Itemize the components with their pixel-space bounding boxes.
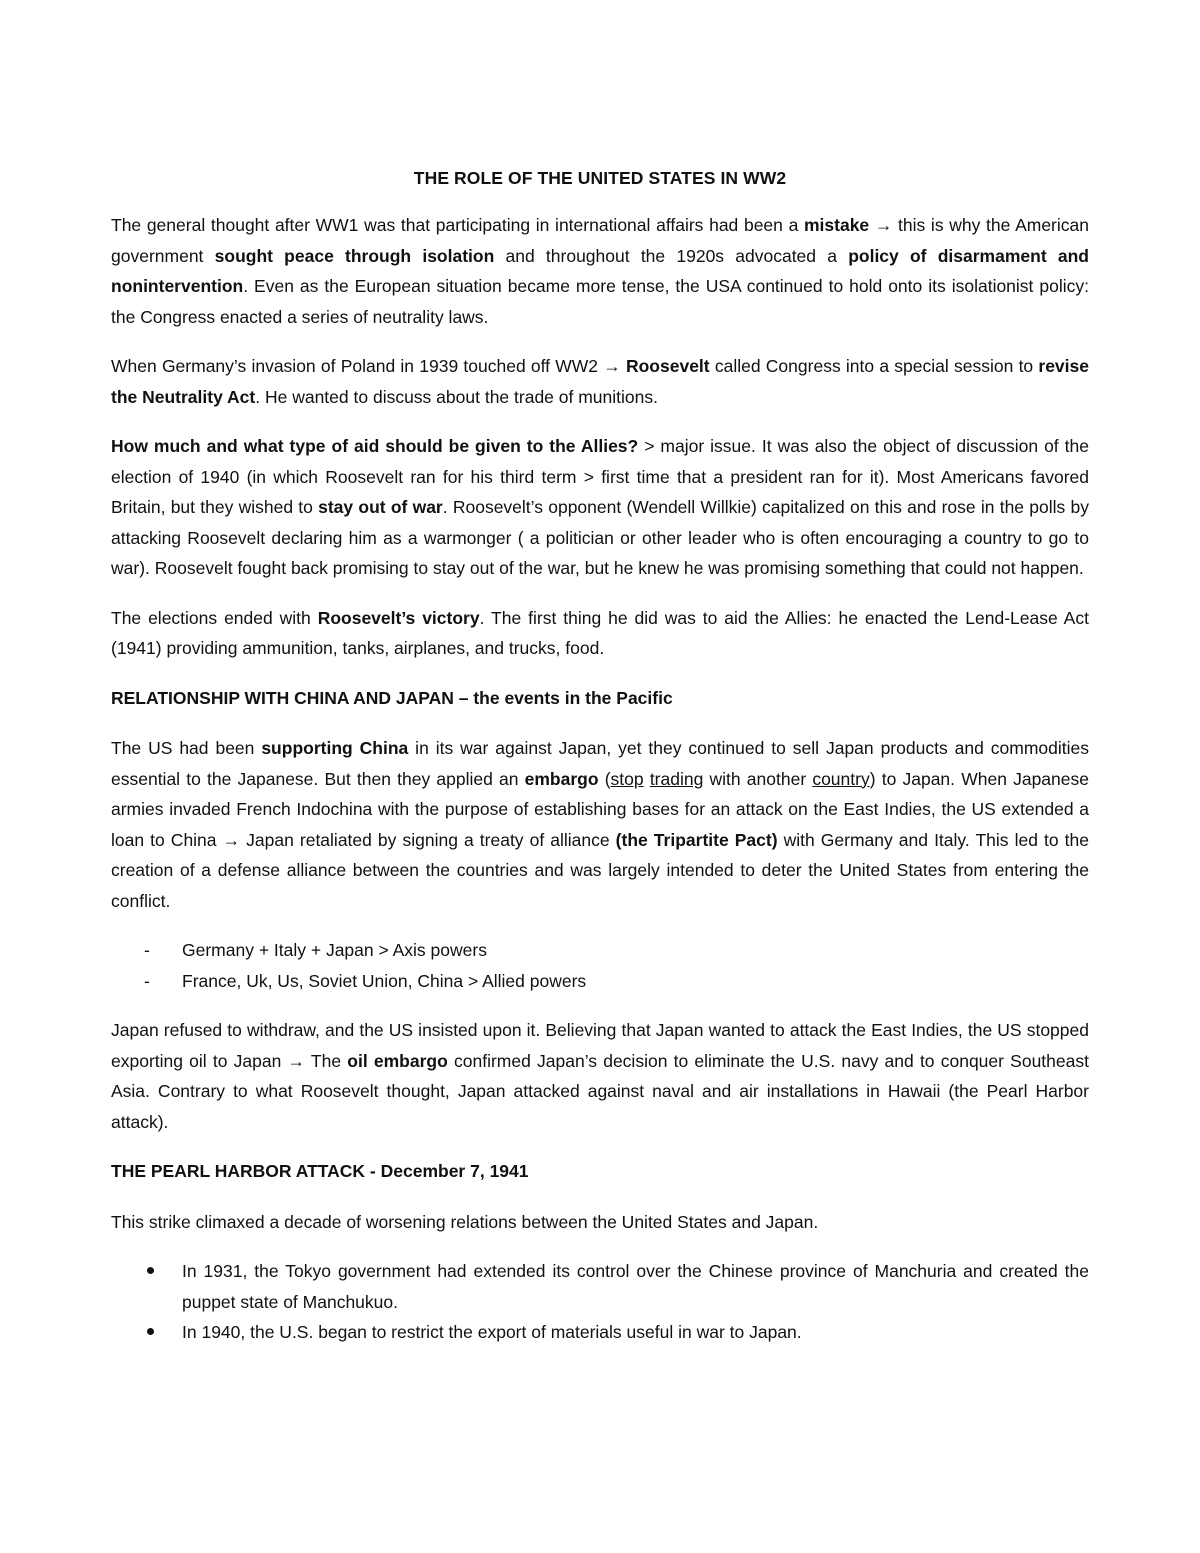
- list-item-text: Germany + Italy + Japan > Axis powers: [182, 940, 487, 960]
- text-run: . He wanted to discuss about the trade of munitions.: [255, 386, 658, 407]
- page-title: THE ROLE OF THE UNITED STATES IN WW2: [413, 168, 787, 188]
- bold-run: stay out of war: [318, 497, 443, 517]
- paragraph-strike-climaxed: This strike climaxed a decade of worsening relations between the United States and Japan.: [111, 1211, 819, 1232]
- bold-run: Roosevelt’s victory: [317, 607, 480, 628]
- bold-run: embargo: [524, 768, 599, 789]
- list-item: [111, 1256, 1089, 1317]
- paragraph-isolation: [111, 210, 1089, 332]
- text-run: When Germany’s invasion of Poland in 1939 touched off WW2 →: [111, 356, 626, 376]
- bold-run: oil embargo: [347, 1050, 448, 1071]
- bold-run: mistake: [803, 215, 870, 235]
- document-body: [111, 160, 1089, 1367]
- text-run: and throughout the 1920s advocated a: [494, 245, 849, 266]
- paragraph-aid-allies: [111, 431, 1089, 584]
- paragraph-election-result: [111, 603, 1089, 664]
- paragraph-oil-embargo: [111, 1015, 1089, 1137]
- list-item: [111, 966, 1089, 997]
- text-run: with another: [703, 768, 813, 789]
- bold-run: (the Tripartite Pact): [615, 829, 778, 850]
- bold-run: sought peace through isolation: [214, 245, 495, 266]
- paragraph-neutrality-act: [111, 351, 1089, 412]
- dash-list-alliances: [111, 935, 1089, 996]
- text-run: ) to Japan. When Japanese armies invaded French Indochina with the purpose of establishing bases for an attack on the East Indies, the US extended a loan to China → Japan retaliated by signing a treaty of alliance: [111, 768, 1089, 850]
- section-heading-china-japan: RELATIONSHIP WITH CHINA AND JAPAN – the events in the Pacific: [111, 687, 673, 708]
- list-item-text: In 1940, the U.S. began to restrict the export of materials useful in war to Japan.: [182, 1322, 802, 1342]
- dash-marker: -: [144, 940, 150, 960]
- text-run: The elections ended with: [111, 607, 318, 628]
- bullet-icon: [146, 1327, 155, 1336]
- section-heading-pearl-harbor: THE PEARL HARBOR ATTACK - December 7, 1941: [111, 1161, 529, 1181]
- text-run: The general thought after WW1 was that participating in international affairs had been a: [111, 215, 804, 235]
- bullet-list-relations: [111, 1256, 1089, 1348]
- text-run: (: [598, 768, 611, 789]
- bold-run: policy of disarmament and nonintervention: [111, 245, 1089, 296]
- text-run: . The first thing he did was to aid the Allies: he enacted the Lend-Lease Act (1941) providing ammunition, tanks, airplanes, and trucks, food.: [111, 607, 1089, 658]
- paragraph-china-japan: [111, 733, 1089, 916]
- text-run: → this is why the American government: [111, 215, 1089, 266]
- list-item: [111, 935, 1089, 966]
- list-item-text: France, Uk, Us, Soviet Union, China > Allied powers: [182, 970, 587, 991]
- text-run: Japan refused to withdraw, and the US insisted upon it. Believing that Japan wanted to attack the East Indies, the US stopped exporting oil to Japan → The: [111, 1020, 1089, 1071]
- list-item-text: In 1931, the Tokyo government had extended its control over the Chinese province of Manchuria and created the puppet state of Manchukuo.: [182, 1261, 1089, 1312]
- bullet-icon: [146, 1266, 155, 1275]
- text-run: called Congress into a special session to: [709, 356, 1039, 376]
- bold-run: How much and what type of aid should be given to the Allies?: [111, 436, 639, 456]
- underlined-run: trading: [649, 768, 704, 789]
- list-item: [111, 1317, 1089, 1348]
- text-run: with Germany and Italy. This led to the creation of a defense alliance between the countries and was largely intended to deter the United States from entering the conflict.: [111, 829, 1089, 911]
- bold-run: supporting China: [261, 738, 409, 758]
- dash-marker: -: [144, 970, 150, 991]
- text-run: The US had been: [111, 738, 262, 758]
- underlined-run: stop: [610, 768, 644, 789]
- text-run: in its war against Japan, yet they continued to sell Japan products and commodities essential to the Japanese. But then they applied an: [111, 738, 1089, 789]
- bold-run: Roosevelt: [625, 356, 710, 376]
- text-run: . Even as the European situation became more tense, the USA continued to hold onto its isolationist policy: the Congress enacted a series of neutrality laws.: [111, 276, 1089, 327]
- text-run: > major issue. It was also the object of discussion of the election of 1940 (in which Roosevelt ran for his third term > first time that a president ran for it). Most Americans favored Britain, but they wished to: [111, 436, 1089, 517]
- text-run: confirmed Japan’s decision to eliminate the U.S. navy and to conquer Southeast Asia. Contrary to what Roosevelt thought, Japan attacked against naval and air installations in Hawaii (the Pearl Harbor attack).: [111, 1050, 1089, 1132]
- bold-run: revise the Neutrality Act: [111, 356, 1089, 407]
- text-run: . Roosevelt’s opponent (Wendell Willkie) capitalized on this and rose in the polls by attacking Roosevelt declaring him as a warmonger ( a politician or other leader who is often encouraging a country to go to war). Roosevelt fought back promising to stay out of the war, but he knew he was promising something that could not happen.: [111, 497, 1089, 578]
- underlined-run: country: [812, 768, 870, 789]
